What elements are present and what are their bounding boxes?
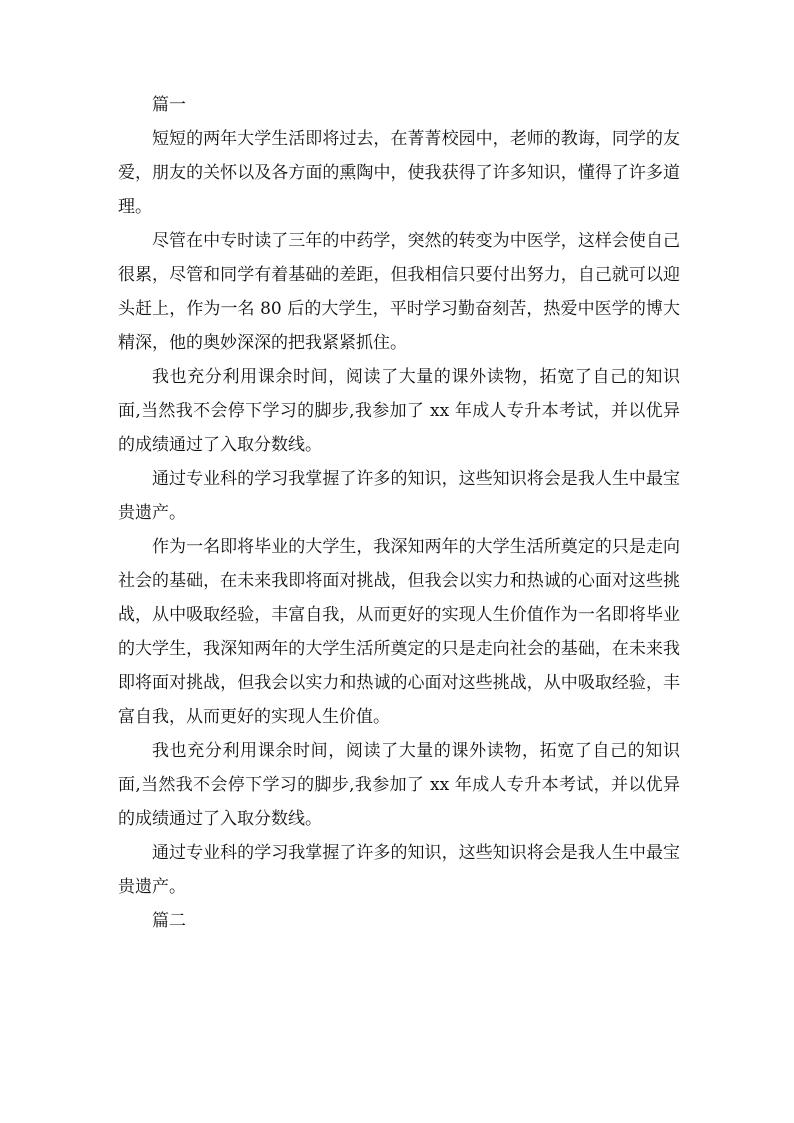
section-heading-2: 篇二 bbox=[152, 911, 186, 931]
document-body bbox=[118, 88, 680, 938]
paragraph-4: 通过专业科的学习我掌握了许多的知识，这些知识将会是我人生中最宝贵遗产。 bbox=[118, 469, 680, 523]
section-heading-1: 篇一 bbox=[152, 95, 186, 115]
paragraph-5: 作为一名即将毕业的大学生，我深知两年的大学生活所奠定的只是走向社会的基础，在未来我即将面对挑战，但我会以实力和热诚的心面对这些挑战，从中吸取经验，丰富自我，从而更好的实现人生价值作为一名即将毕业的大学生，我深知两年的大学生活所奠定的只是走向社会的基础，在未来我即将面对挑战，但我会以实力和热诚的心面对这些挑战，从中吸取经验，丰富自我，从而更好的实现人生价值。 bbox=[118, 537, 680, 727]
paragraph-2: 尽管在中专时读了三年的中药学，突然的转变为中医学，这样会使自己很累，尽管和同学有着基础的差距，但我相信只要付出努力，自己就可以迎头赶上，作为一名 80 后的大学生，平时学习勤奋刻苦，热爱中医学的博大精深，他的奥妙深深的把我紧紧抓住。 bbox=[118, 231, 680, 353]
paragraph-3: 我也充分利用课余时间，阅读了大量的课外读物，拓宽了自己的知识面,当然我不会停下学习的脚步,我参加了 xx 年成人专升本考试，并以优异的成绩通过了入取分数线。 bbox=[118, 367, 680, 455]
paragraph-6: 我也充分利用课余时间，阅读了大量的课外读物，拓宽了自己的知识面,当然我不会停下学习的脚步,我参加了 xx 年成人专升本考试，并以优异的成绩通过了入取分数线。 bbox=[118, 741, 680, 829]
paragraph-7: 通过专业科的学习我掌握了许多的知识，这些知识将会是我人生中最宝贵遗产。 bbox=[118, 843, 680, 897]
paragraph-1: 短短的两年大学生活即将过去，在菁菁校园中，老师的教诲，同学的友爱，朋友的关怀以及各方面的熏陶中，使我获得了许多知识，懂得了许多道理。 bbox=[118, 129, 680, 217]
